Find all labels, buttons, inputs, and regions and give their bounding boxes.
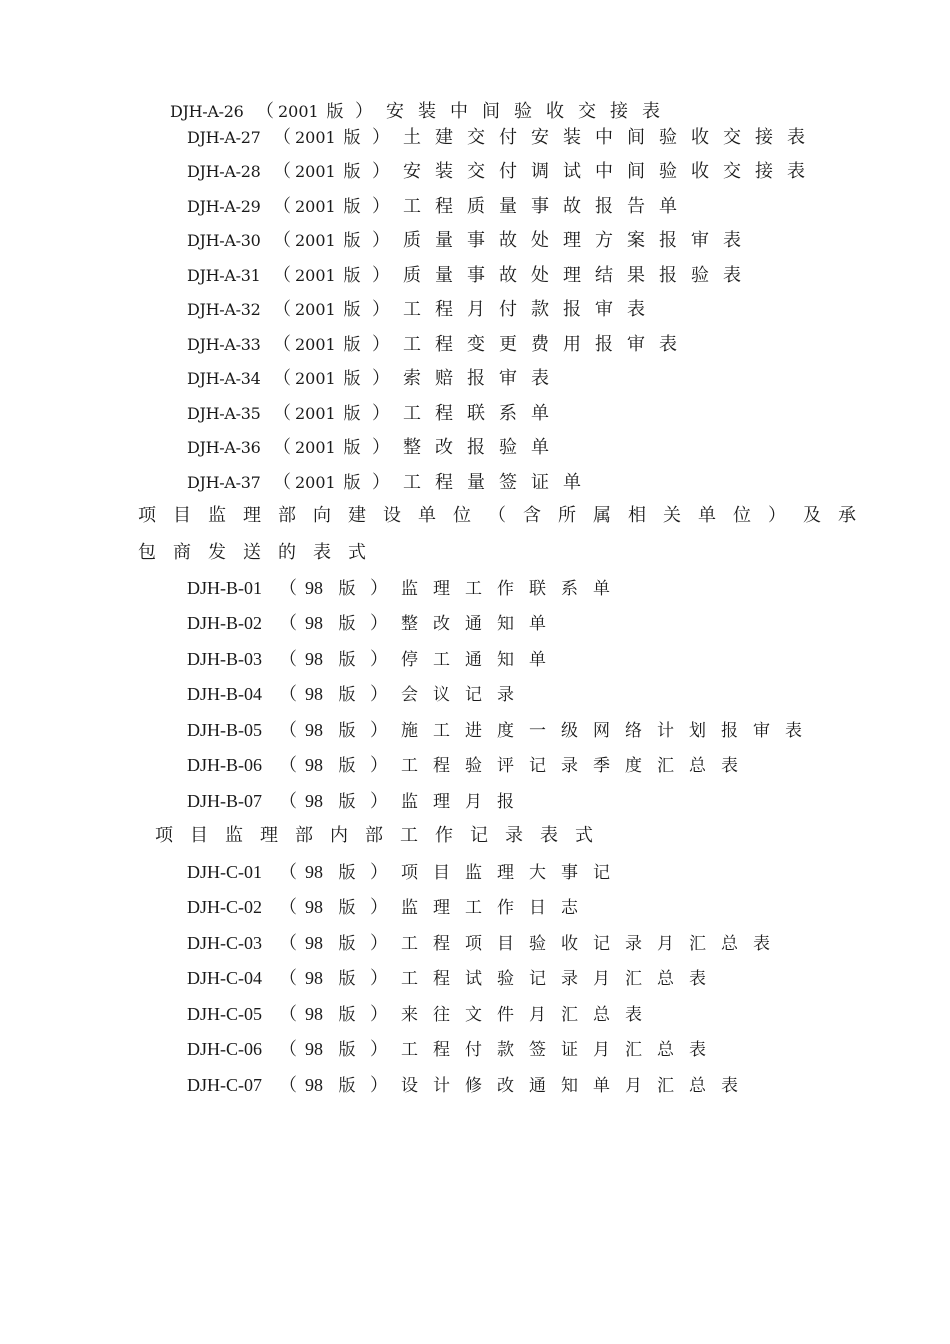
edition-char: 版: [343, 197, 361, 217]
form-title: 工程月付款报审表: [403, 299, 659, 320]
open-paren: （: [279, 897, 297, 918]
version-year: 98: [305, 755, 323, 775]
open-paren: （: [279, 862, 297, 883]
form-title: 工程变更费用报审表: [403, 334, 691, 355]
form-code: DJH-A-26: [170, 102, 244, 121]
version-year: 2001: [295, 335, 336, 354]
close-paren: ）: [370, 1039, 388, 1060]
close-paren: ）: [370, 578, 388, 599]
edition-char: 版: [338, 1076, 356, 1096]
form-code: DJH-A-33: [187, 335, 261, 354]
edition-char: 版: [338, 934, 356, 954]
open-paren: （: [279, 649, 297, 670]
close-paren: ）: [372, 472, 390, 493]
list-item: [187, 719, 817, 742]
version-year: 98: [305, 933, 323, 953]
form-code: DJH-C-06: [187, 1039, 262, 1059]
edition-char: 版: [338, 792, 356, 812]
close-paren: ）: [370, 1075, 388, 1096]
form-code: DJH-A-30: [187, 231, 261, 250]
version-year: 98: [305, 1004, 323, 1024]
edition-char: 版: [338, 1040, 356, 1060]
list-item: [187, 126, 819, 149]
close-paren: ）: [372, 161, 390, 182]
list-item: [187, 967, 721, 990]
open-paren: （: [256, 101, 274, 122]
open-paren: （: [279, 578, 297, 599]
close-paren: ）: [372, 127, 390, 148]
edition-char: 版: [338, 650, 356, 670]
form-code: DJH-C-07: [187, 1075, 262, 1095]
list-item: [187, 298, 659, 321]
version-year: 98: [305, 862, 323, 882]
form-code: DJH-C-05: [187, 1004, 262, 1024]
edition-char: 版: [338, 685, 356, 705]
close-paren: ）: [370, 684, 388, 705]
close-paren: ）: [372, 368, 390, 389]
edition-char: 版: [343, 404, 361, 424]
version-year: 98: [305, 897, 323, 917]
version-year: 2001: [295, 162, 336, 181]
form-title: 工程量签证单: [403, 472, 595, 493]
form-title: 工程项目验收记录月汇总表: [401, 934, 785, 954]
list-item: [187, 648, 561, 671]
form-title: 施工进度一级网络计划报审表: [401, 721, 817, 741]
close-paren: ）: [372, 299, 390, 320]
version-year: 98: [305, 968, 323, 988]
section-b-heading-line2: 包商发送的表式: [138, 542, 383, 563]
version-year: 2001: [295, 300, 336, 319]
close-paren: ）: [370, 613, 388, 634]
close-paren: ）: [372, 437, 390, 458]
open-paren: （: [279, 720, 297, 741]
close-paren: ）: [370, 791, 388, 812]
form-title: 工程试验记录月汇总表: [401, 969, 721, 989]
edition-char: 版: [326, 102, 344, 122]
form-title: 项目监理大事记: [401, 863, 625, 883]
close-paren: ）: [372, 196, 390, 217]
form-title: 土建交付安装中间验收交接表: [403, 127, 819, 148]
list-item: [187, 333, 691, 356]
list-item: [187, 402, 563, 425]
open-paren: （: [273, 265, 291, 286]
list-item: [187, 683, 529, 706]
list-item: [187, 160, 819, 183]
edition-char: 版: [338, 756, 356, 776]
form-title: 质量事故处理方案报审表: [403, 230, 755, 251]
edition-char: 版: [343, 162, 361, 182]
edition-char: 版: [343, 300, 361, 320]
list-item: [187, 577, 625, 600]
edition-char: 版: [343, 473, 361, 493]
form-title: 监理工作日志: [401, 898, 593, 918]
form-title: 安装交付调试中间验收交接表: [403, 161, 819, 182]
form-code: DJH-A-28: [187, 162, 261, 181]
close-paren: ）: [370, 897, 388, 918]
list-item: [187, 471, 595, 494]
version-year: 2001: [295, 473, 336, 492]
open-paren: （: [279, 1075, 297, 1096]
version-year: 98: [305, 791, 323, 811]
version-year: 2001: [295, 438, 336, 457]
form-title: 工程验评记录季度汇总表: [401, 756, 753, 776]
close-paren: ）: [372, 403, 390, 424]
list-item: [187, 1074, 753, 1097]
form-code: DJH-C-01: [187, 862, 262, 882]
open-paren: （: [279, 684, 297, 705]
edition-char: 版: [338, 969, 356, 989]
form-code: DJH-A-31: [187, 266, 261, 285]
close-paren: ）: [370, 720, 388, 741]
list-item: [187, 1003, 657, 1026]
form-code: DJH-B-05: [187, 720, 262, 740]
open-paren: （: [273, 230, 291, 251]
open-paren: （: [273, 334, 291, 355]
form-code: DJH-A-36: [187, 438, 261, 457]
form-title: 监理工作联系单: [401, 579, 625, 599]
form-code: DJH-A-34: [187, 369, 261, 388]
form-code: DJH-C-02: [187, 897, 262, 917]
list-item: [187, 229, 755, 252]
form-title: 整改报验单: [403, 437, 563, 458]
list-item: [187, 612, 561, 635]
form-title: 整改通知单: [401, 614, 561, 634]
form-title: 来往文件月汇总表: [401, 1005, 657, 1025]
edition-char: 版: [338, 1005, 356, 1025]
version-year: 98: [305, 578, 323, 598]
version-year: 98: [305, 1039, 323, 1059]
version-year: 98: [305, 684, 323, 704]
open-paren: （: [279, 1004, 297, 1025]
section-b-heading-line1: 项目监理部向建设单位（含所属相关单位）及承: [138, 505, 873, 526]
form-title: 工程质量事故报告单: [403, 196, 691, 217]
close-paren: ）: [372, 265, 390, 286]
open-paren: （: [273, 161, 291, 182]
form-code: DJH-B-06: [187, 755, 262, 775]
open-paren: （: [273, 437, 291, 458]
list-item: [187, 932, 785, 955]
form-code: DJH-C-04: [187, 968, 262, 988]
form-code: DJH-A-32: [187, 300, 261, 319]
edition-char: 版: [338, 721, 356, 741]
version-year: 2001: [295, 231, 336, 250]
form-title: 监理月报: [401, 792, 529, 812]
close-paren: ）: [370, 933, 388, 954]
version-year: 2001: [295, 369, 336, 388]
form-code: DJH-B-04: [187, 684, 262, 704]
version-year: 98: [305, 720, 323, 740]
form-code: DJH-B-01: [187, 578, 262, 598]
list-item: [170, 100, 674, 123]
list-item: [187, 790, 529, 813]
form-title: 停工通知单: [401, 650, 561, 670]
form-code: DJH-B-03: [187, 649, 262, 669]
close-paren: ）: [370, 755, 388, 776]
list-item: [187, 896, 593, 919]
close-paren: ）: [372, 230, 390, 251]
close-paren: ）: [370, 1004, 388, 1025]
form-code: DJH-B-02: [187, 613, 262, 633]
close-paren: ）: [370, 968, 388, 989]
edition-char: 版: [338, 863, 356, 883]
form-code: DJH-A-35: [187, 404, 261, 423]
version-year: 2001: [295, 404, 336, 423]
edition-char: 版: [338, 898, 356, 918]
form-title: 工程付款签证月汇总表: [401, 1040, 721, 1060]
form-title: 安装中间验收交接表: [386, 101, 674, 122]
form-code: DJH-C-03: [187, 933, 262, 953]
open-paren: （: [273, 299, 291, 320]
form-title: 质量事故处理结果报验表: [403, 265, 755, 286]
edition-char: 版: [343, 369, 361, 389]
open-paren: （: [273, 368, 291, 389]
open-paren: （: [273, 196, 291, 217]
edition-char: 版: [343, 128, 361, 148]
form-title: 索赔报审表: [403, 368, 563, 389]
list-item: [187, 861, 625, 884]
version-year: 2001: [295, 266, 336, 285]
form-code: DJH-A-29: [187, 197, 261, 216]
form-code: DJH-B-07: [187, 791, 262, 811]
edition-char: 版: [343, 335, 361, 355]
list-item: [187, 1038, 721, 1061]
section-c-heading: 项目监理部内部工作记录表式: [155, 825, 610, 846]
list-item: [187, 436, 563, 459]
open-paren: （: [279, 1039, 297, 1060]
form-title: 会议记录: [401, 685, 529, 705]
form-code: DJH-A-27: [187, 128, 261, 147]
close-paren: ）: [370, 862, 388, 883]
open-paren: （: [279, 791, 297, 812]
close-paren: ）: [372, 334, 390, 355]
open-paren: （: [279, 755, 297, 776]
list-item: [187, 195, 691, 218]
open-paren: （: [279, 613, 297, 634]
form-title: 工程联系单: [403, 403, 563, 424]
open-paren: （: [273, 403, 291, 424]
open-paren: （: [273, 127, 291, 148]
version-year: 98: [305, 613, 323, 633]
form-code: DJH-A-37: [187, 473, 261, 492]
form-title: 设计修改通知单月汇总表: [401, 1076, 753, 1096]
open-paren: （: [273, 472, 291, 493]
version-year: 98: [305, 649, 323, 669]
edition-char: 版: [343, 438, 361, 458]
list-item: [187, 367, 563, 390]
edition-char: 版: [343, 266, 361, 286]
version-year: 2001: [295, 128, 336, 147]
close-paren: ）: [370, 649, 388, 670]
list-item: [187, 754, 753, 777]
open-paren: （: [279, 968, 297, 989]
edition-char: 版: [343, 231, 361, 251]
close-paren: ）: [355, 101, 373, 122]
version-year: 2001: [278, 102, 319, 121]
open-paren: （: [279, 933, 297, 954]
list-item: [187, 264, 755, 287]
edition-char: 版: [338, 579, 356, 599]
version-year: 2001: [295, 197, 336, 216]
version-year: 98: [305, 1075, 323, 1095]
edition-char: 版: [338, 614, 356, 634]
